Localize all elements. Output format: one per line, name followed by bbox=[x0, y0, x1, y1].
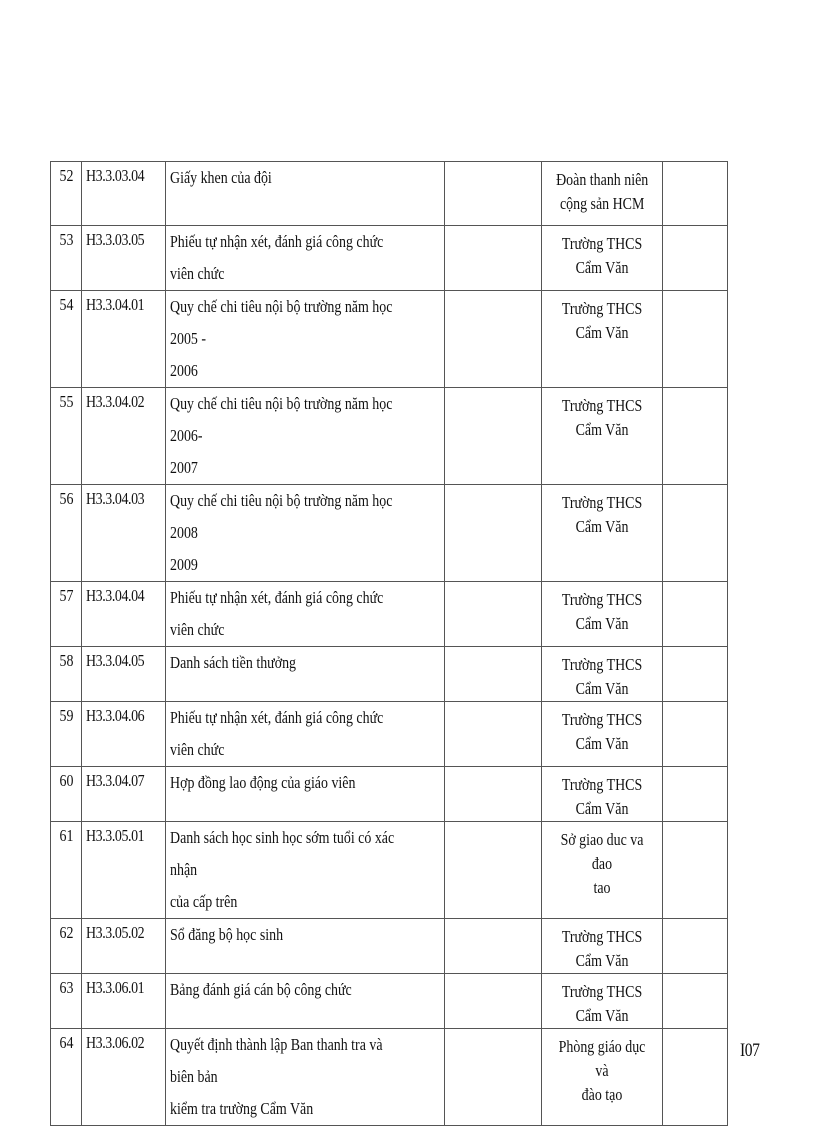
row-number-text: 52 bbox=[59, 166, 73, 185]
table-row bbox=[51, 822, 728, 919]
table-body bbox=[51, 162, 728, 1126]
row-number bbox=[51, 582, 82, 647]
document-title bbox=[166, 647, 445, 702]
document-title-text: Phiếu tự nhận xét, đánh giá công chức viên chức bbox=[170, 588, 384, 639]
note-cell bbox=[663, 822, 728, 919]
document-title bbox=[166, 485, 445, 582]
document-title bbox=[166, 162, 445, 226]
evidence-code-text: H3.3.06.02 bbox=[86, 1033, 145, 1052]
note-cell bbox=[663, 388, 728, 485]
empty-cell bbox=[445, 1029, 542, 1126]
issuing-source-text: Trường THCS Cẩm Văn bbox=[561, 234, 643, 277]
empty-cell bbox=[445, 702, 542, 767]
issuing-source-text: Trường THCS Cẩm Văn bbox=[561, 590, 643, 633]
issuing-source bbox=[542, 974, 663, 1029]
table-row bbox=[51, 767, 728, 822]
evidence-code bbox=[82, 291, 166, 388]
issuing-source-text: Trường THCS Cẩm Văn bbox=[561, 775, 643, 818]
document-title bbox=[166, 291, 445, 388]
evidence-code bbox=[82, 822, 166, 919]
evidence-code bbox=[82, 919, 166, 974]
issuing-source-text: Đoàn thanh niên cộng sản HCM bbox=[555, 170, 649, 213]
note-cell bbox=[663, 1029, 728, 1126]
row-number bbox=[51, 919, 82, 974]
issuing-source bbox=[542, 226, 663, 291]
row-number-text: 63 bbox=[59, 978, 73, 997]
table-row bbox=[51, 974, 728, 1029]
evidence-table bbox=[50, 161, 728, 1126]
evidence-code-text: H3.3.03.05 bbox=[86, 230, 145, 249]
empty-cell bbox=[445, 291, 542, 388]
note-cell bbox=[663, 647, 728, 702]
issuing-source bbox=[542, 767, 663, 822]
note-cell bbox=[663, 767, 728, 822]
document-title bbox=[166, 1029, 445, 1126]
page-number bbox=[740, 1040, 764, 1062]
evidence-code bbox=[82, 226, 166, 291]
row-number-text: 56 bbox=[59, 489, 73, 508]
row-number bbox=[51, 767, 82, 822]
empty-cell bbox=[445, 485, 542, 582]
issuing-source-text: Trường THCS Cẩm Văn bbox=[561, 982, 643, 1025]
note-cell bbox=[663, 974, 728, 1029]
document-title bbox=[166, 974, 445, 1029]
table-row bbox=[51, 919, 728, 974]
row-number-text: 55 bbox=[59, 392, 73, 411]
row-number-text: 59 bbox=[59, 706, 73, 725]
row-number bbox=[51, 485, 82, 582]
empty-cell bbox=[445, 974, 542, 1029]
evidence-code bbox=[82, 582, 166, 647]
table-row bbox=[51, 582, 728, 647]
row-number-text: 53 bbox=[59, 230, 73, 249]
issuing-source-text: Trường THCS Cẩm Văn bbox=[561, 396, 643, 439]
document-title-text: Danh sách tiền thưởng bbox=[170, 653, 297, 672]
issuing-source bbox=[542, 582, 663, 647]
row-number-text: 57 bbox=[59, 586, 73, 605]
row-number bbox=[51, 388, 82, 485]
note-cell bbox=[663, 702, 728, 767]
evidence-code bbox=[82, 162, 166, 226]
row-number bbox=[51, 291, 82, 388]
issuing-source-text: Trường THCS Cẩm Văn bbox=[561, 710, 643, 753]
evidence-code bbox=[82, 1029, 166, 1126]
issuing-source bbox=[542, 919, 663, 974]
empty-cell bbox=[445, 822, 542, 919]
row-number bbox=[51, 974, 82, 1029]
row-number-text: 61 bbox=[59, 826, 73, 845]
document-title bbox=[166, 822, 445, 919]
document-title-text: Phiếu tự nhận xét, đánh giá công chức viên chức bbox=[170, 232, 384, 283]
row-number bbox=[51, 822, 82, 919]
row-number bbox=[51, 702, 82, 767]
table-row bbox=[51, 162, 728, 226]
row-number-text: 64 bbox=[59, 1033, 73, 1052]
note-cell bbox=[663, 226, 728, 291]
issuing-source-text: Trường THCS Cẩm Văn bbox=[561, 299, 643, 342]
issuing-source-text: Sở giao duc va đao tao bbox=[560, 830, 644, 897]
document-title-text: Hợp đồng lao động của giáo viên bbox=[170, 773, 356, 792]
issuing-source bbox=[542, 822, 663, 919]
note-cell bbox=[663, 162, 728, 226]
issuing-source-text: Trường THCS Cẩm Văn bbox=[561, 655, 643, 698]
document-title bbox=[166, 388, 445, 485]
evidence-code-text: H3.3.04.07 bbox=[86, 771, 145, 790]
issuing-source bbox=[542, 647, 663, 702]
row-number-text: 54 bbox=[59, 295, 73, 314]
document-title bbox=[166, 702, 445, 767]
empty-cell bbox=[445, 582, 542, 647]
row-number-text: 60 bbox=[59, 771, 73, 790]
evidence-code bbox=[82, 767, 166, 822]
note-cell bbox=[663, 919, 728, 974]
evidence-code bbox=[82, 388, 166, 485]
issuing-source bbox=[542, 162, 663, 226]
note-cell bbox=[663, 291, 728, 388]
evidence-code-text: H3.3.04.06 bbox=[86, 706, 145, 725]
evidence-code-text: H3.3.06.01 bbox=[86, 978, 145, 997]
evidence-code-text: H3.3.04.03 bbox=[86, 489, 145, 508]
document-title-text: Quyết định thành lập Ban thanh tra và biên bản kiểm tra trường Cẩm Văn bbox=[170, 1035, 383, 1118]
row-number-text: 58 bbox=[59, 651, 73, 670]
empty-cell bbox=[445, 162, 542, 226]
document-title-text: Sổ đăng bộ học sinh bbox=[170, 925, 284, 944]
table-row bbox=[51, 1029, 728, 1126]
empty-cell bbox=[445, 388, 542, 485]
evidence-code-text: H3.3.05.02 bbox=[86, 923, 145, 942]
evidence-code bbox=[82, 485, 166, 582]
empty-cell bbox=[445, 767, 542, 822]
row-number bbox=[51, 226, 82, 291]
issuing-source bbox=[542, 485, 663, 582]
evidence-code-text: H3.3.04.04 bbox=[86, 586, 145, 605]
table-row bbox=[51, 388, 728, 485]
table-row bbox=[51, 226, 728, 291]
table-row bbox=[51, 485, 728, 582]
table-row bbox=[51, 291, 728, 388]
issuing-source-text: Trường THCS Cẩm Văn bbox=[561, 927, 643, 970]
note-cell bbox=[663, 582, 728, 647]
issuing-source bbox=[542, 1029, 663, 1126]
row-number bbox=[51, 162, 82, 226]
issuing-source-text: Trường THCS Cẩm Văn bbox=[561, 493, 643, 536]
issuing-source bbox=[542, 388, 663, 485]
evidence-code-text: H3.3.03.04 bbox=[86, 166, 145, 185]
row-number-text: 62 bbox=[59, 923, 73, 942]
document-title-text: Quy chế chi tiêu nội bộ trường năm học 2005 - 2006 bbox=[170, 297, 393, 380]
empty-cell bbox=[445, 226, 542, 291]
issuing-source bbox=[542, 702, 663, 767]
evidence-code-text: H3.3.04.01 bbox=[86, 295, 145, 314]
document-title-text: Giấy khen của đội bbox=[170, 168, 272, 187]
document-title-text: Quy chế chi tiêu nội bộ trường năm học 2008 2009 bbox=[170, 491, 393, 574]
document-title-text: Danh sách học sinh học sớm tuổi có xác nhận của cấp trên bbox=[170, 828, 395, 911]
row-number bbox=[51, 1029, 82, 1126]
evidence-code-text: H3.3.04.02 bbox=[86, 392, 145, 411]
document-title bbox=[166, 582, 445, 647]
document-title bbox=[166, 767, 445, 822]
evidence-code bbox=[82, 647, 166, 702]
evidence-code-text: H3.3.05.01 bbox=[86, 826, 145, 845]
empty-cell bbox=[445, 647, 542, 702]
issuing-source bbox=[542, 291, 663, 388]
document-title-text: Quy chế chi tiêu nội bộ trường năm học 2006- 2007 bbox=[170, 394, 393, 477]
empty-cell bbox=[445, 919, 542, 974]
document-title-text: Bảng đánh giá cán bộ công chức bbox=[170, 980, 352, 999]
document-title bbox=[166, 226, 445, 291]
note-cell bbox=[663, 485, 728, 582]
evidence-code bbox=[82, 702, 166, 767]
evidence-code-text: H3.3.04.05 bbox=[86, 651, 145, 670]
evidence-code bbox=[82, 974, 166, 1029]
page-number-text: I07 bbox=[740, 1040, 760, 1061]
table-row bbox=[51, 702, 728, 767]
row-number bbox=[51, 647, 82, 702]
document-title bbox=[166, 919, 445, 974]
document-title-text: Phiếu tự nhận xét, đánh giá công chức viên chức bbox=[170, 708, 384, 759]
table-row bbox=[51, 647, 728, 702]
issuing-source-text: Phòng giáo dục và đào tạo bbox=[558, 1037, 646, 1104]
